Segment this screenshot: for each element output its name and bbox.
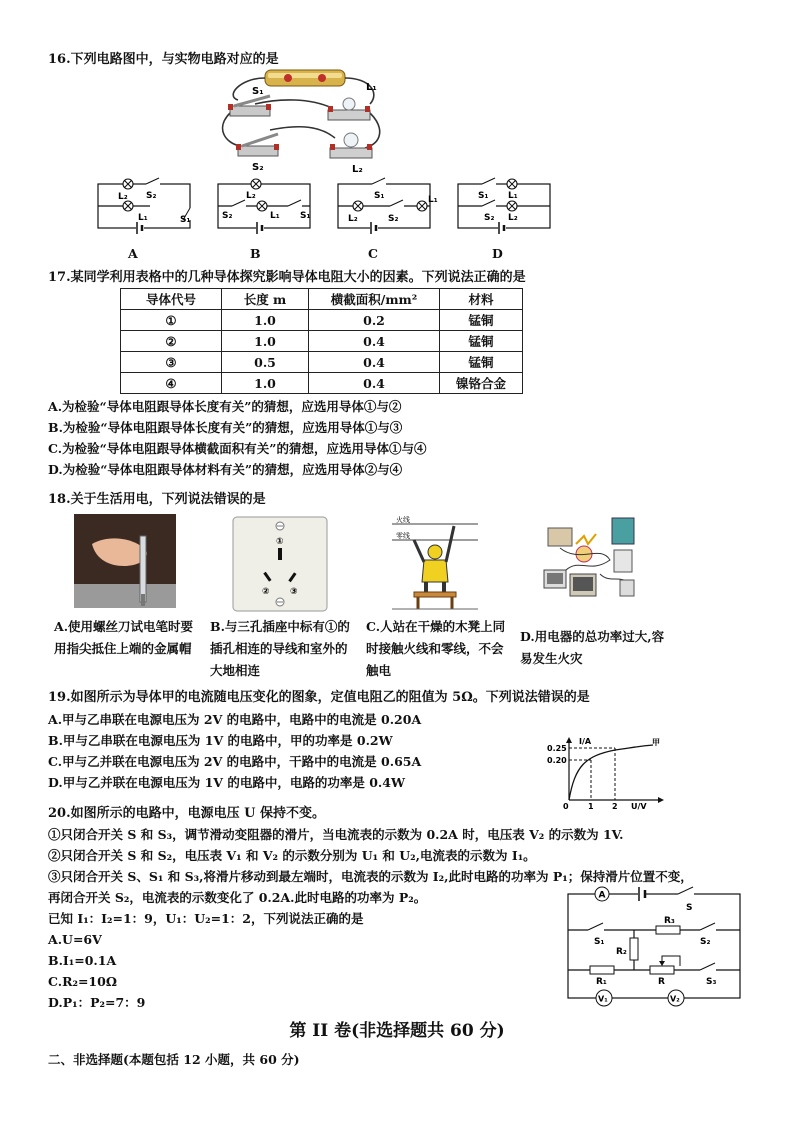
svg-text:S₃: S₃	[706, 977, 717, 987]
appliances-image	[540, 514, 640, 610]
graph-xlabel: U/V	[631, 802, 647, 811]
photo-label-s2: S₂	[252, 162, 264, 173]
svg-text:S₁: S₁	[300, 211, 311, 221]
svg-text:R₃: R₃	[664, 916, 675, 926]
q16-option-c[interactable]: C	[368, 246, 378, 261]
q19-stem: 19.如图所示为导体甲的电流随电压变化的图象，定值电阻乙的阻值为 5Ω。下列说法错误的是	[48, 690, 590, 705]
section-title: 第 II 卷(非选择题共 60 分)	[289, 1021, 505, 1041]
q19-option-c[interactable]: C.甲与乙并联在电源电压为 2V 的电路中，干路中的电流是 0.65A	[48, 754, 422, 769]
table-cell: 0.4	[309, 352, 440, 373]
svg-text:L₁: L₁	[138, 213, 148, 223]
photo-label-l2: L₂	[352, 164, 363, 175]
svg-text:S₂: S₂	[388, 214, 399, 224]
table-row	[121, 331, 523, 352]
svg-text:R: R	[658, 977, 665, 987]
graph-origin: 0	[563, 802, 569, 811]
q16-option-d[interactable]: D	[492, 246, 503, 261]
table-cell: 1.0	[222, 331, 309, 352]
svg-text:L₁: L₁	[508, 191, 518, 201]
svg-text:R₁: R₁	[596, 977, 607, 987]
table-row	[121, 373, 523, 394]
q16-circuit-c	[330, 176, 440, 236]
q18-option-a[interactable]: A.使用螺丝刀试电笔时要用指尖抵住上端的金属帽	[54, 619, 194, 656]
svg-text:S₁: S₁	[374, 191, 385, 201]
table-cell: 0.4	[309, 331, 440, 352]
q18-option-d[interactable]: D.用电器的总功率过大,容易发生火灾	[520, 629, 665, 666]
q20-line-2: ②只闭合开关 S 和 S₂，电压表 V₁ 和 V₂ 的示数分别为 U₁ 和 U₂,电流表的示数为 I₁。	[48, 848, 536, 863]
table-cell: 1.0	[222, 310, 309, 331]
svg-text:V₂: V₂	[670, 994, 680, 1004]
svg-text:S₁: S₁	[180, 215, 191, 225]
svg-text:S₂: S₂	[700, 937, 711, 947]
test-pen-image	[74, 514, 176, 608]
table-cell: 1.0	[222, 373, 309, 394]
table-header: 横截面积/mm²	[309, 289, 440, 310]
socket-mark-1: ①	[276, 537, 284, 547]
svg-text:S₂: S₂	[484, 213, 495, 223]
q20-line-4: 再闭合开关 S₂，电流表的示数变化了 0.2A.此时电路的功率为 P₂。	[48, 890, 427, 905]
svg-text:S₁: S₁	[478, 191, 489, 201]
svg-text:V₁: V₁	[598, 994, 608, 1004]
table-cell: 镍铬合金	[440, 373, 523, 394]
svg-text:R₂: R₂	[616, 947, 627, 957]
socket-mark-2: ②	[262, 587, 270, 597]
table-cell: 0.5	[222, 352, 309, 373]
svg-text:L₁: L₁	[270, 211, 280, 221]
table-cell: ④	[121, 373, 222, 394]
table-header-row	[121, 289, 523, 310]
q16-circuit-d	[450, 176, 560, 236]
graph-xtick-2: 2	[612, 802, 618, 811]
graph-xtick-1: 1	[588, 802, 594, 811]
q16-option-a[interactable]: A	[128, 246, 138, 261]
iv-graph	[545, 736, 665, 812]
svg-text:S₂: S₂	[222, 211, 233, 221]
table-row	[121, 310, 523, 331]
table-header: 材料	[440, 289, 523, 310]
graph-ytick-020: 0.20	[547, 756, 567, 765]
conductor-table	[120, 288, 523, 394]
q20-line-3: ③只闭合开关 S、S₁ 和 S₃,将滑片移动到最左端时，电流表的示数为 I₂,此时电路的功率为 P₁；保持滑片位置不变，	[48, 869, 693, 884]
svg-text:L₂: L₂	[348, 214, 358, 224]
live-wire-label: 火线	[396, 516, 410, 524]
part-two-heading: 二、非选择题(本题包括 12 小题，共 60 分)	[48, 1052, 300, 1067]
q16-circuit-a	[90, 176, 200, 236]
svg-text:A: A	[598, 890, 606, 901]
q20-line-1: ①只闭合开关 S 和 S₃，调节滑动变阻器的滑片，当电流表的示数为 0.2A 时，电压表 V₂ 的示数为 1V.	[48, 827, 624, 842]
svg-text:S: S	[686, 903, 693, 913]
q16-option-b[interactable]: B	[250, 246, 261, 261]
table-cell: 0.2	[309, 310, 440, 331]
neutral-wire-label: 零线	[396, 532, 410, 540]
table-cell: 锰铜	[440, 352, 523, 373]
photo-label-l1: L₁	[366, 82, 377, 93]
q17-stem: 17.某同学利用表格中的几种导体探究影响导体电阻大小的因素。下列说法正确的是	[48, 270, 526, 285]
q16-stem: 16.下列电路图中，与实物电路对应的是	[48, 52, 279, 67]
q19-option-b[interactable]: B.甲与乙串联在电源电压为 1V 的电路中，甲的功率是 0.2W	[48, 733, 393, 748]
svg-text:S₂: S₂	[146, 191, 157, 201]
q19-option-d[interactable]: D.甲与乙并联在电源电压为 1V 的电路中，电路的功率是 0.4W	[48, 775, 405, 790]
q20-option-c[interactable]: C.R₂=10Ω	[48, 974, 117, 989]
photo-label-s1: S₁	[252, 86, 264, 97]
q17-option-b[interactable]: B.为检验“导体电阻跟导体长度有关”的猜想，应选用导体①与③	[48, 420, 403, 435]
svg-text:L₂: L₂	[508, 213, 518, 223]
socket-image	[232, 516, 328, 612]
q20-option-b[interactable]: B.I₁=0.1A	[48, 953, 117, 968]
table-cell: ①	[121, 310, 222, 331]
table-header: 导体代号	[121, 289, 222, 310]
q17-option-d[interactable]: D.为检验“导体电阻跟导体材料有关”的猜想，应选用导体②与④	[48, 462, 403, 477]
table-cell: 锰铜	[440, 331, 523, 352]
graph-ytick-025: 0.25	[547, 744, 567, 753]
q18-stem: 18.关于生活用电，下列说法错误的是	[48, 492, 266, 507]
graph-ylabel: I/A	[579, 737, 592, 746]
q20-line-5: 已知 I₁：I₂=1：9，U₁：U₂=1：2，下列说法正确的是	[48, 911, 364, 926]
stool-person-image	[392, 514, 478, 610]
svg-text:S₁: S₁	[594, 937, 605, 947]
q19-option-a[interactable]: A.甲与乙串联在电源电压为 2V 的电路中，电路中的电流是 0.20A	[48, 712, 422, 727]
graph-curve-label: 甲	[652, 738, 660, 747]
table-cell: ②	[121, 331, 222, 352]
q20-option-d[interactable]: D.P₁：P₂=7：9	[48, 995, 146, 1010]
table-row	[121, 352, 523, 373]
socket-mark-3: ③	[290, 587, 298, 597]
table-cell: ③	[121, 352, 222, 373]
q20-circuit	[560, 884, 748, 1012]
q20-option-a[interactable]: A.U=6V	[48, 932, 102, 947]
table-cell: 0.4	[309, 373, 440, 394]
svg-text:L₁: L₁	[428, 195, 438, 205]
q18-option-b[interactable]: B.与三孔插座中标有①的插孔相连的导线和室外的大地相连	[210, 619, 350, 678]
q16-circuit-b	[210, 176, 320, 236]
q16-photo	[220, 68, 390, 176]
q20-stem: 20.如图所示的电路中，电源电压 U 保持不变。	[48, 806, 326, 821]
svg-text:L₂: L₂	[118, 192, 128, 202]
svg-text:L₂: L₂	[246, 191, 256, 201]
table-cell: 锰铜	[440, 310, 523, 331]
q18-option-c[interactable]: C.人站在干燥的木凳上同时接触火线和零线，不会触电	[366, 619, 506, 678]
table-header: 长度 m	[222, 289, 309, 310]
q17-option-c[interactable]: C.为检验“导体电阻跟导体横截面积有关”的猜想，应选用导体①与④	[48, 441, 427, 456]
q17-option-a[interactable]: A.为检验“导体电阻跟导体长度有关”的猜想，应选用导体①与②	[48, 399, 402, 414]
